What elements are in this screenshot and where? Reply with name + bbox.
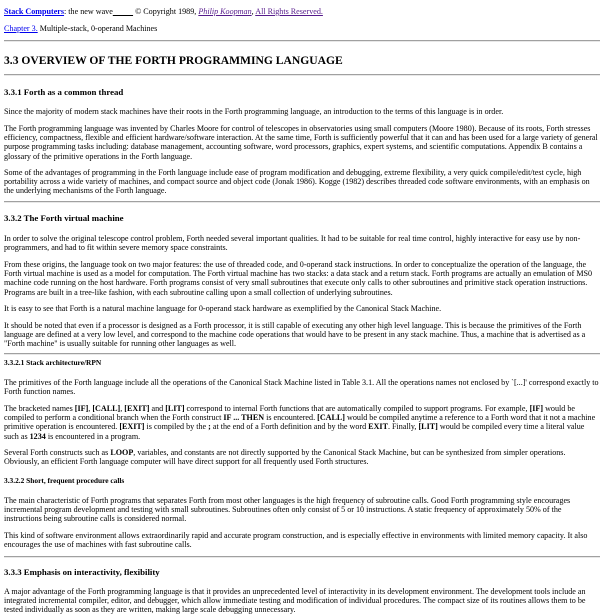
rights-link[interactable]: All Rights Reserved. [255,7,323,16]
site-link[interactable]: Stack Computers [4,7,65,16]
heading-3-3-2-1: 3.3.2.1 Stack architecture/RPN [4,358,102,367]
heading-3-3-2-2: 3.3.2.2 Short, frequent procedure calls [4,476,125,485]
chapter-nav [4,24,600,33]
copyright-text: © Copyright 1989, [133,7,199,16]
text-run: would be compiled anytime a reference to a Forth word that it not a machine primitive operation is encountered. [4,413,596,432]
divider [4,201,600,203]
code-term: EXIT [368,422,388,432]
code-term: [CALL] [92,404,121,413]
paragraph [4,448,600,466]
paragraph: The main characteristic of Forth programs that separates Forth from most other languages is the high frequency of subroutine calls. Good Forth programming style encourages incremental program development and testing with small subroutines. Subroutines often only consist of 5 or 10 instructions. A static frequency of approximately 50% of the instructions being subroutine calls is considered normal. [4,496,571,524]
code-term: [IF] [529,404,544,413]
heading-3-3-3: 3.3.3 Emphasis on interactivity, flexibility [4,567,160,577]
paragraph: It is easy to see that Forth is a natural machine language for 0-operand stack hardware as exemplified by the Canonical Stack Machine. [4,304,442,313]
code-term: [CALL] [317,413,346,423]
code-term: 1234 [29,431,46,441]
paragraph: The primitives of the Forth language include all the operations of the Canonical Stack Machine listed in Table 3.1. All the operations names not enclosed by `[...]' correspond exactly to Forth function names. [4,378,599,397]
text-run: and [149,404,166,413]
code-term: LOOP [110,448,134,457]
text-run: is encountered in a program. [45,431,141,441]
paragraph [4,404,600,441]
code-term: ; [208,422,211,432]
text-run: is encountered. [264,413,318,423]
code-term: [EXIT] [119,422,145,432]
text-run: , [88,404,93,413]
paragraph: Some of the advantages of programming in the Forth language include ease of program modification and debugging, extreme flexibility, a very quick compile/edit/test cycle, high portability across a wide variety of machines, and compact source and object code (Jonak 1986). Kogge (1982) describes threaded code software environments, with an emphasis on the underlying mechanisms of the Forth language. [4,168,590,196]
text-run: . Finally, [387,422,419,432]
code-term: [LIT] [418,422,438,432]
code-term: [LIT] [165,404,185,413]
paragraph: This kind of software environment allows extraordinarily rapid and accurate program construction, and is especially effective in environments with limited memory capacity. It also encourages the use of machines with fast subroutine calls. [4,531,588,550]
divider [4,353,600,355]
header-spacer [113,7,133,16]
heading-3-3-1: 3.3.1 Forth as a common thread [4,87,124,97]
divider [4,40,600,42]
code-term: [EXIT] [124,404,150,413]
tagline: : the new wave [64,7,113,16]
paragraph: A major advantage of the Forth programming language is that it provides an unprecedented level of interactivity in its development environment. The development tools include an integrated incremental compiler, editor, and debugger, which allow immediate testing and modification of individual procedures. The compact size of its routines allows them to be tested individually as soon as they are written, making large scale debugging unnecessary. [4,587,586,615]
divider [4,556,600,558]
text-run: Several Forth constructs such as [4,448,111,457]
paragraph: The Forth programming language was invented by Charles Moore for control of telescopes in observatories using small computers (Moore 1980). Because of its roots, Forth stresses efficiency, compactness, flexible and efficient hardware/software interaction. At the same time, Forth is sufficiently powerful that it can and has been used for a large variety of general purpose programming tasks including: database management, accounting software, word processors, graphics, expert systems, and scientific computations. Appendix B contains a glossary of the primitive operations in the Forth language. [4,124,598,161]
heading-3-3-2: 3.3.2 The Forth virtual machine [4,213,124,223]
header-comma: , [251,7,256,16]
code-term: [IF] [74,404,89,413]
text-run: , variables, and constants are not directly supported by the Canonical Stack Machine, but can be synthesized from simpler operations. Obviously, an efficient Forth language computer will have direct support for all frequently used Forth structures. [4,448,566,467]
author-link[interactable]: Philip Koopman [198,7,252,16]
paragraph: From these origins, the language took on two major features: the use of threaded code, and 0-operand stack instructions. In order to conceptualize the operation of the language, the Forth virtual machine is used as a model for computation. The Forth virtual machine has two stacks: a data stack and a return stack. Forth programs are actually an emulation of MS0 machine code running on the host hardware. Forth programs consist of very small subroutines that execute only calls to other subroutines and primitive stack operation instructions. Programs are built in a tree-like fashion, with each subroutine calling upon a small collection of underlying subroutines. [4,260,593,297]
paragraph: It should be noted that even if a processor is designed as a Forth processor, it is still capable of executing any other high level language. This is because the primitives of the Forth language are defined at a very low level, and correspond to the machine code operations that would have to be present in any stack machine. Thus, a machine that is advertised as a "Forth machine" is usually suitable for running other languages as well. [4,321,586,349]
page-header [4,7,600,16]
chapter-link[interactable]: Chapter 3. [4,24,38,33]
text-run: is compiled by the [144,422,209,432]
text-run: correspond to internal Forth functions that are automatically compiled to support programs. For example, [184,404,530,413]
paragraph: Since the majority of modern stack machines have their roots in the Forth programming language, an introduction to the terms of this language is in order. [4,107,504,116]
text-run: would be compiled to perform a conditional branch when the Forth construct [4,404,575,423]
divider [4,74,600,76]
text-run: at the end of a Forth definition and by the word [210,422,369,432]
text-run: , [120,404,125,413]
chapter-title: Multiple-stack, 0-operand Machines [37,24,158,33]
text-run: The bracketed names [4,404,75,413]
text-run: would be compiled every time a literal value such as [4,422,585,441]
paragraph: In order to solve the original telescope control problem, Forth needed several important qualities. It had to be suitable for real time control, highly interactive for easy use by non-programmers, and had to fit within severe memory space constraints. [4,234,581,253]
code-term: IF ... THEN [223,413,265,423]
page-title: 3.3 OVERVIEW OF THE FORTH PROGRAMMING LANGUAGE [4,54,343,67]
